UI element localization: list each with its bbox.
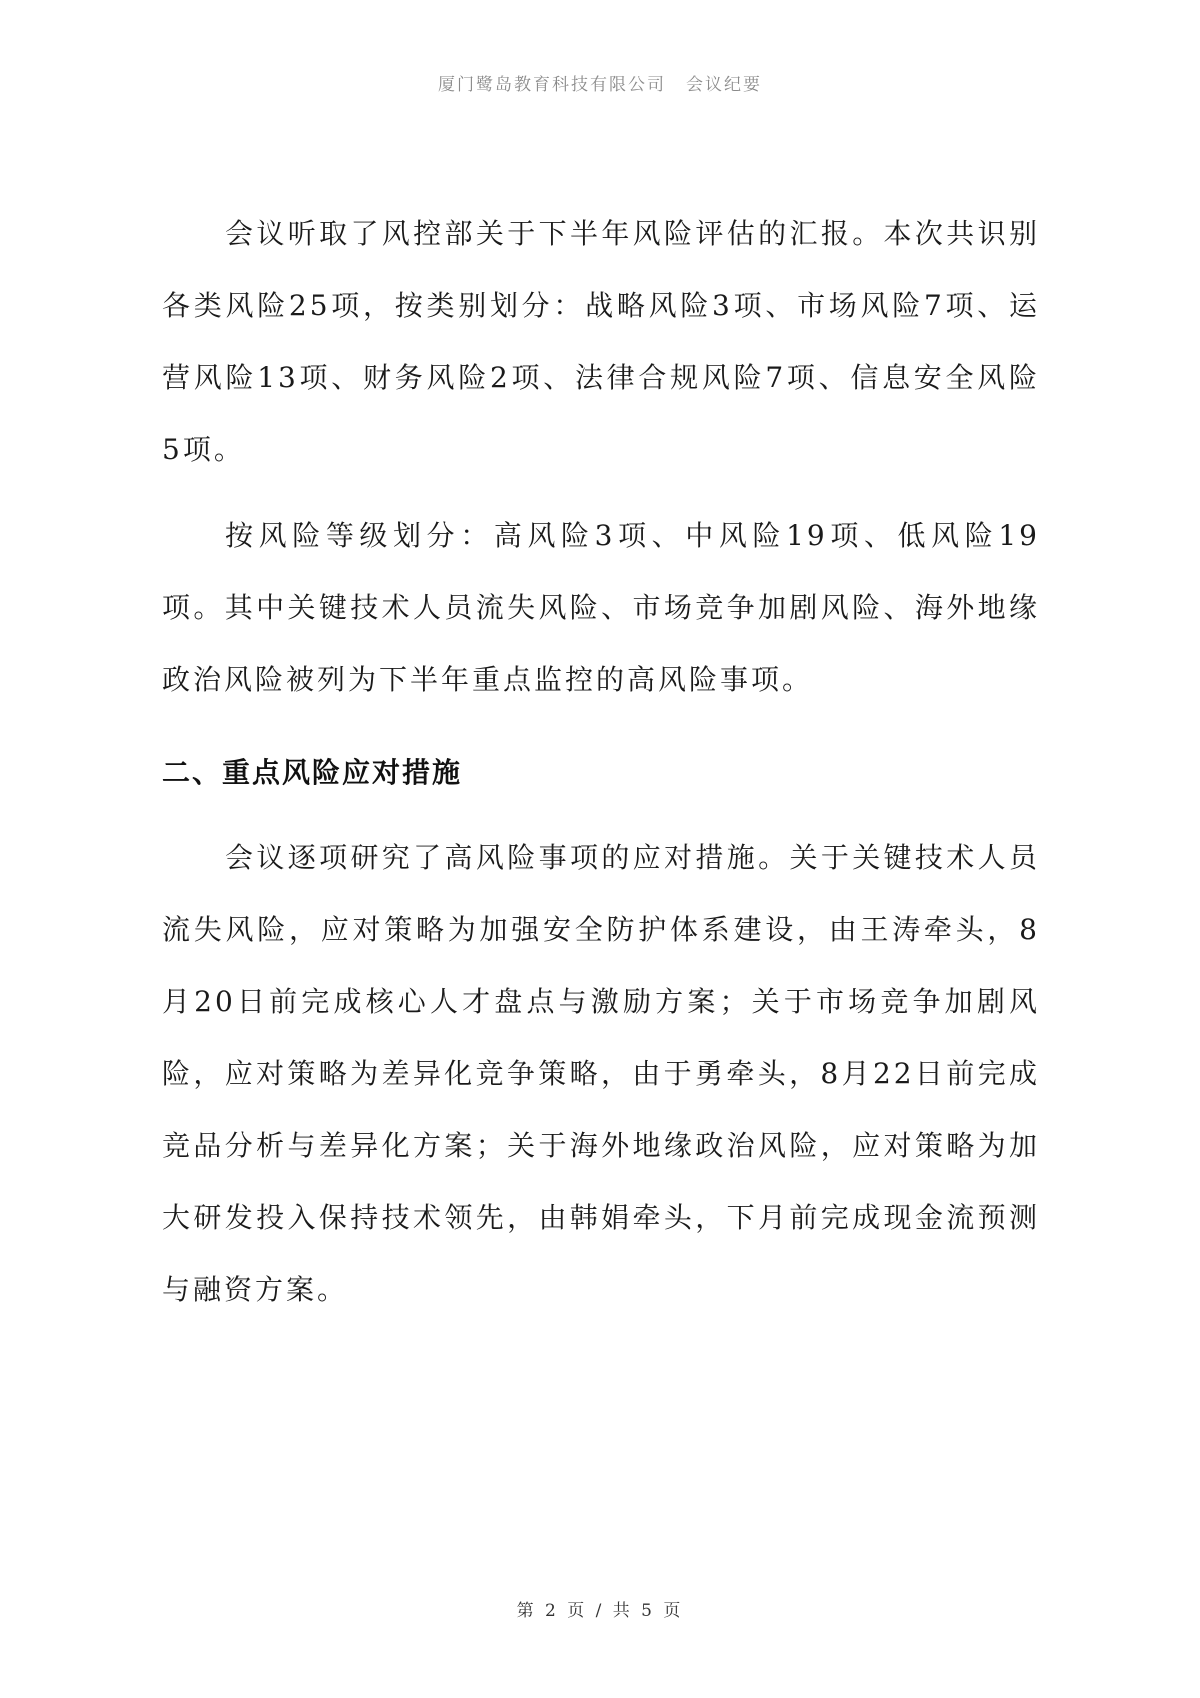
page-number: 第 2 页 / 共 5 页 — [516, 1601, 684, 1621]
section-heading: 二、重点风险应对措施 — [162, 756, 463, 789]
paragraph-risk-levels: 按风险等级划分：高风险3项、中风险19项、低风险19项。其中关键技术人员流失风险、市场竞争加剧风险、海外地缘政治风险被列为下半年重点监控的高风险事项。 — [162, 519, 1040, 696]
paragraph-risk-categories: 会议听取了风控部关于下半年风险评估的汇报。本次共识别各类风险25项，按类别划分：战略风险3项、市场风险7项、运营风险13项、财务风险2项、法律合规风险7项、信息安全风险5项。 — [162, 217, 1040, 466]
paragraph-risk-measures: 会议逐项研究了高风险事项的应对措施。关于关键技术人员流失风险，应对策略为加强安全防护体系建设，由王涛牵头，8月20日前完成核心人才盘点与激励方案；关于市场竞争加剧风险，应对策略为差异化竞争策略，由于勇牵头，8月22日前完成竞品分析与差异化方案；关于海外地缘政治风险，应对策略为加大研发投入保持技术领先，由韩娟牵头，下月前完成现金流预测与融资方案。 — [162, 841, 1040, 1306]
header-company: 厦门鹭岛教育科技有限公司 — [438, 75, 666, 95]
header-doc-type: 会议纪要 — [686, 75, 762, 95]
document-body — [162, 198, 1040, 1326]
page-header — [0, 70, 1200, 95]
